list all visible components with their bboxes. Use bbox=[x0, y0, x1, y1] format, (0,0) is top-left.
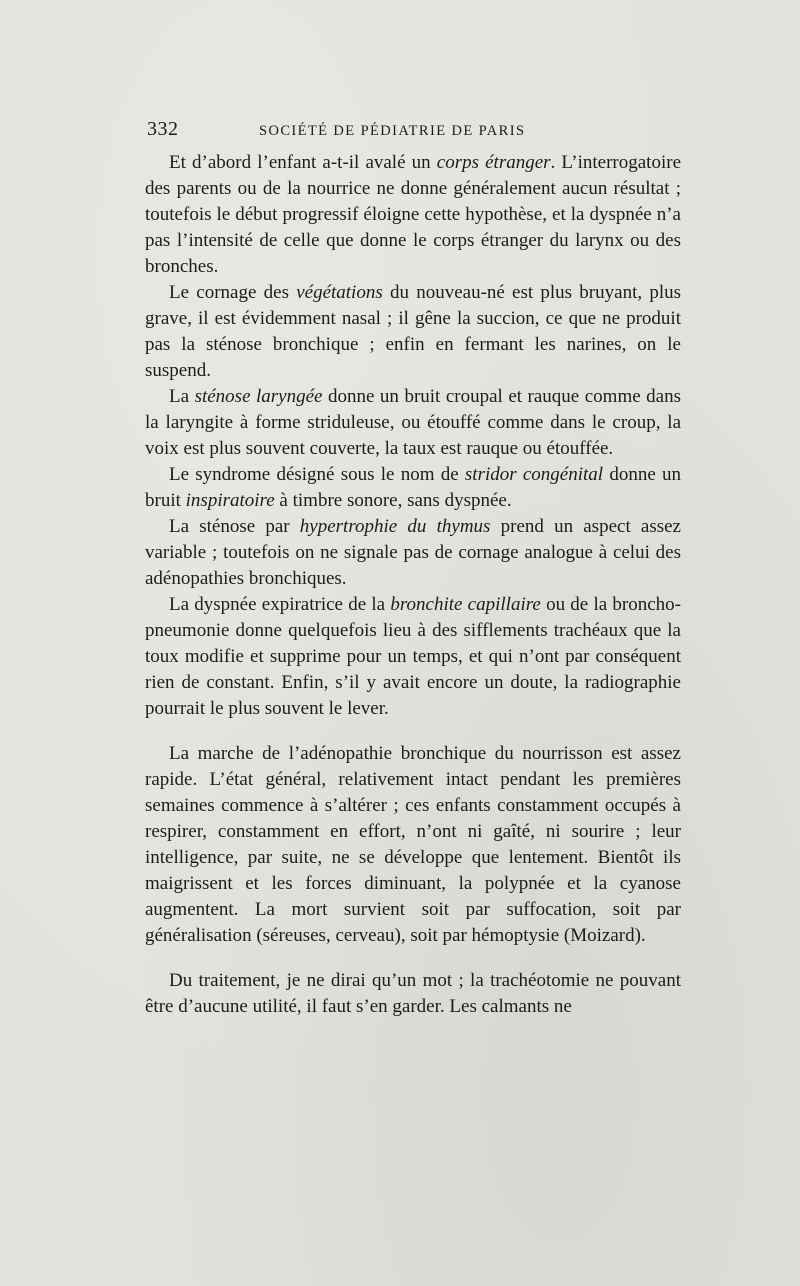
italic-term: corps étranger bbox=[436, 152, 551, 173]
paragraph bbox=[145, 592, 681, 722]
page-number: 332 bbox=[147, 118, 179, 140]
text-run: Le syndrome désigné sous le nom de bbox=[169, 464, 465, 485]
italic-term: hypertrophie du thymus bbox=[299, 516, 491, 537]
paragraph bbox=[145, 514, 681, 592]
paragraph bbox=[145, 968, 681, 1020]
italic-term: sténose laryngée bbox=[194, 386, 323, 407]
running-title: SOCIÉTÉ DE PÉDIATRIE DE PARIS bbox=[259, 123, 526, 139]
italic-term: inspiratoire bbox=[185, 490, 275, 511]
text-run: prend un aspect assez variable ; toutefois on ne signale pas de cornage analogue à celui des adénopathies bronchiques. bbox=[145, 516, 681, 589]
text-run: du nouveau-né est plus bruyant, plus grave, il est évidemment nasal ; il gêne la succion, ce que ne produit pas la sténose bronchique ; enfin en fermant les narines, on le suspend. bbox=[145, 282, 681, 381]
text-run: La bbox=[169, 386, 195, 407]
paragraph bbox=[145, 741, 681, 949]
text-run: Et d’abord l’enfant a-t-il avalé un bbox=[169, 152, 437, 173]
italic-term: végétations bbox=[296, 282, 383, 303]
text-run: Le cornage des bbox=[169, 282, 297, 303]
text-run: La dyspnée expiratrice de la bbox=[169, 594, 391, 615]
paragraph bbox=[145, 150, 681, 280]
text-run: donne un bruit croupal et rauque comme dans la laryngite à forme striduleuse, ou étouffé comme dans le croup, la voix est plus souvent couverte, la taux est rauque ou étouffée. bbox=[145, 386, 682, 459]
page-header bbox=[147, 118, 527, 144]
paragraph bbox=[145, 384, 681, 462]
text-run: . L’interrogatoire des parents ou de la nourrice ne donne généralement aucun résultat ; toutefois le début progressif éloigne cette hypothèse, et la dyspnée n’a pas l’intensité de celle que donne le corps étranger du larynx ou des bronches. bbox=[145, 152, 681, 277]
paragraph bbox=[145, 280, 681, 384]
text-run: La marche de l’adénopathie bronchique du nourrisson est assez rapide. L’état général, relativement intact pendant les premières semaines commence à s’altérer ; ces enfants constamment occupés à respirer, constamment en effort, n’ont ni gaîté, ni sourire ; leur intelligence, par suite, ne se développe que lentement. Bientôt ils maigrissent et les forces diminuant, la polypnée et la cyanose augmentent. La mort survient soit par suffocation, soit par généralisation (séreuses, cerveau), soit par hémoptysie (Moizard). bbox=[145, 743, 681, 946]
italic-term: stridor congénital bbox=[464, 464, 604, 485]
body-text bbox=[145, 150, 681, 1020]
italic-term: bronchite capillaire bbox=[390, 594, 541, 615]
text-run: ou de la broncho-pneumonie donne quelquefois lieu à des sifflements trachéaux que la toux modifie et supprime pour un temps, et qui n’ont par conséquent rien de constant. Enfin, s’il y avait encore un doute, la radiographie pourrait le plus souvent le lever. bbox=[145, 594, 681, 719]
paragraph bbox=[145, 462, 681, 514]
text-run: donne un bruit bbox=[145, 464, 681, 511]
text-run: à timbre sonore, sans dyspnée. bbox=[274, 490, 512, 511]
text-run: La sténose par bbox=[169, 516, 300, 537]
text-run: Du traitement, je ne dirai qu’un mot ; la trachéotomie ne pouvant être d’aucune utilité, il faut s’en garder. Les calmants ne bbox=[145, 970, 681, 1017]
